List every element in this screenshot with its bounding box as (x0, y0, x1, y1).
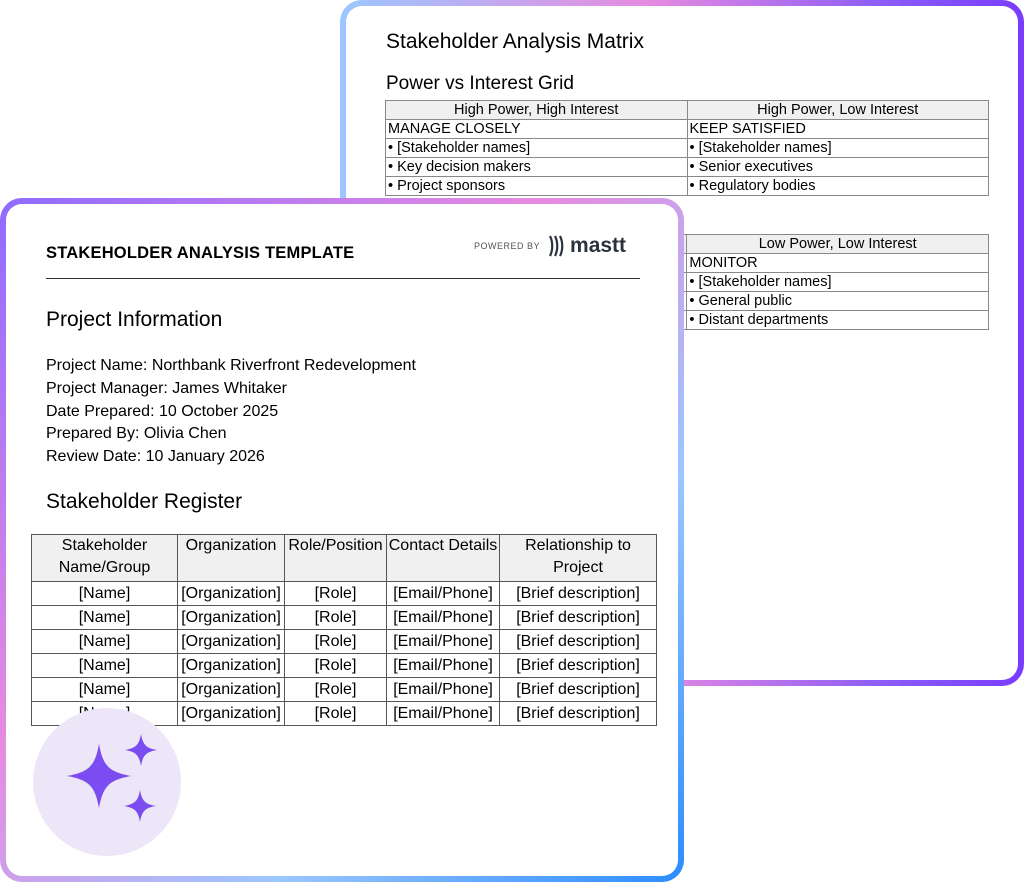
project-info-title: Project Information (46, 308, 223, 331)
register-cell: [Brief description] (500, 654, 657, 678)
project-name: Project Name: Northbank Riverfront Redevelopment (46, 357, 416, 374)
template-card (0, 198, 684, 882)
table-row (32, 630, 657, 654)
register-cell: [Organization] (178, 582, 285, 606)
grid-cell: • Senior executives (687, 158, 989, 177)
register-cell: [Role] (285, 606, 387, 630)
grid-cell: • Regulatory bodies (687, 177, 989, 196)
register-cell: [Email/Phone] (387, 678, 500, 702)
register-cell: [Role] (285, 702, 387, 726)
register-cell: [Email/Phone] (387, 630, 500, 654)
register-cell: [Brief description] (500, 606, 657, 630)
register-cell: [Organization] (178, 654, 285, 678)
prepared-by: Prepared By: Olivia Chen (46, 425, 227, 442)
register-cell: [Role] (285, 582, 387, 606)
register-cell: [Name] (32, 630, 178, 654)
powered-by-label: POWERED BY (474, 241, 541, 251)
register-cell: [Organization] (178, 630, 285, 654)
register-cell: [Brief description] (500, 678, 657, 702)
register-cell: [Name] (32, 582, 178, 606)
grid-cell: KEEP SATISFIED (687, 120, 989, 139)
powered-by-badge (474, 234, 626, 258)
register-header: Organization (178, 535, 285, 582)
register-cell: [Role] (285, 630, 387, 654)
register-cell: [Organization] (178, 606, 285, 630)
register-cell: [Organization] (178, 678, 285, 702)
grid-header: Low Power, Low Interest (687, 235, 989, 254)
register-cell: [Name] (32, 678, 178, 702)
sparkles-badge (33, 708, 181, 856)
grid-cell: • [Stakeholder names] (687, 273, 989, 292)
grid-header: High Power, Low Interest (687, 101, 989, 120)
sparkles-icon (33, 708, 181, 856)
grid-cell: • Project sponsors (386, 177, 688, 196)
brand-name: mastt (570, 234, 627, 257)
register-title: Stakeholder Register (46, 490, 243, 513)
grid-header: High Power, High Interest (386, 101, 688, 120)
register-header: Role/Position (285, 535, 387, 582)
register-cell: [Brief description] (500, 582, 657, 606)
table-row (32, 678, 657, 702)
register-cell: [Role] (285, 678, 387, 702)
matrix-title: Stakeholder Analysis Matrix (386, 30, 644, 53)
register-cell: [Brief description] (500, 630, 657, 654)
register-header: Relationship to Project (500, 535, 657, 582)
review-date: Review Date: 10 January 2026 (46, 448, 265, 465)
title-divider (46, 278, 640, 279)
brand-logo (548, 234, 626, 258)
register-cell: [Role] (285, 654, 387, 678)
grid-cell: • [Stakeholder names] (386, 139, 688, 158)
grid-cell: • Distant departments (687, 311, 989, 330)
table-row (32, 606, 657, 630)
register-cell: [Email/Phone] (387, 702, 500, 726)
register-cell: [Email/Phone] (387, 582, 500, 606)
document-title: STAKEHOLDER ANALYSIS TEMPLATE (46, 244, 355, 262)
register-header: Contact Details (387, 535, 500, 582)
table-row (32, 582, 657, 606)
power-interest-top-table (385, 100, 989, 196)
grid-cell: • Key decision makers (386, 158, 688, 177)
register-cell: [Organization] (178, 702, 285, 726)
date-prepared: Date Prepared: 10 October 2025 (46, 403, 279, 420)
stakeholder-register-table (31, 534, 657, 726)
grid-title: Power vs Interest Grid (386, 73, 574, 94)
grid-cell: MONITOR (687, 254, 989, 273)
register-header: Stakeholder Name/Group (32, 535, 178, 582)
register-cell: [Email/Phone] (387, 654, 500, 678)
register-cell: [Name] (32, 654, 178, 678)
register-cell: [Name] (32, 606, 178, 630)
grid-cell: • General public (687, 292, 989, 311)
table-row (32, 654, 657, 678)
template-page (6, 204, 678, 876)
grid-cell: • [Stakeholder names] (687, 139, 989, 158)
project-manager: Project Manager: James Whitaker (46, 380, 287, 397)
grid-cell: MANAGE CLOSELY (386, 120, 688, 139)
mastt-logo-icon (548, 234, 566, 258)
register-cell: [Email/Phone] (387, 606, 500, 630)
register-cell: [Brief description] (500, 702, 657, 726)
